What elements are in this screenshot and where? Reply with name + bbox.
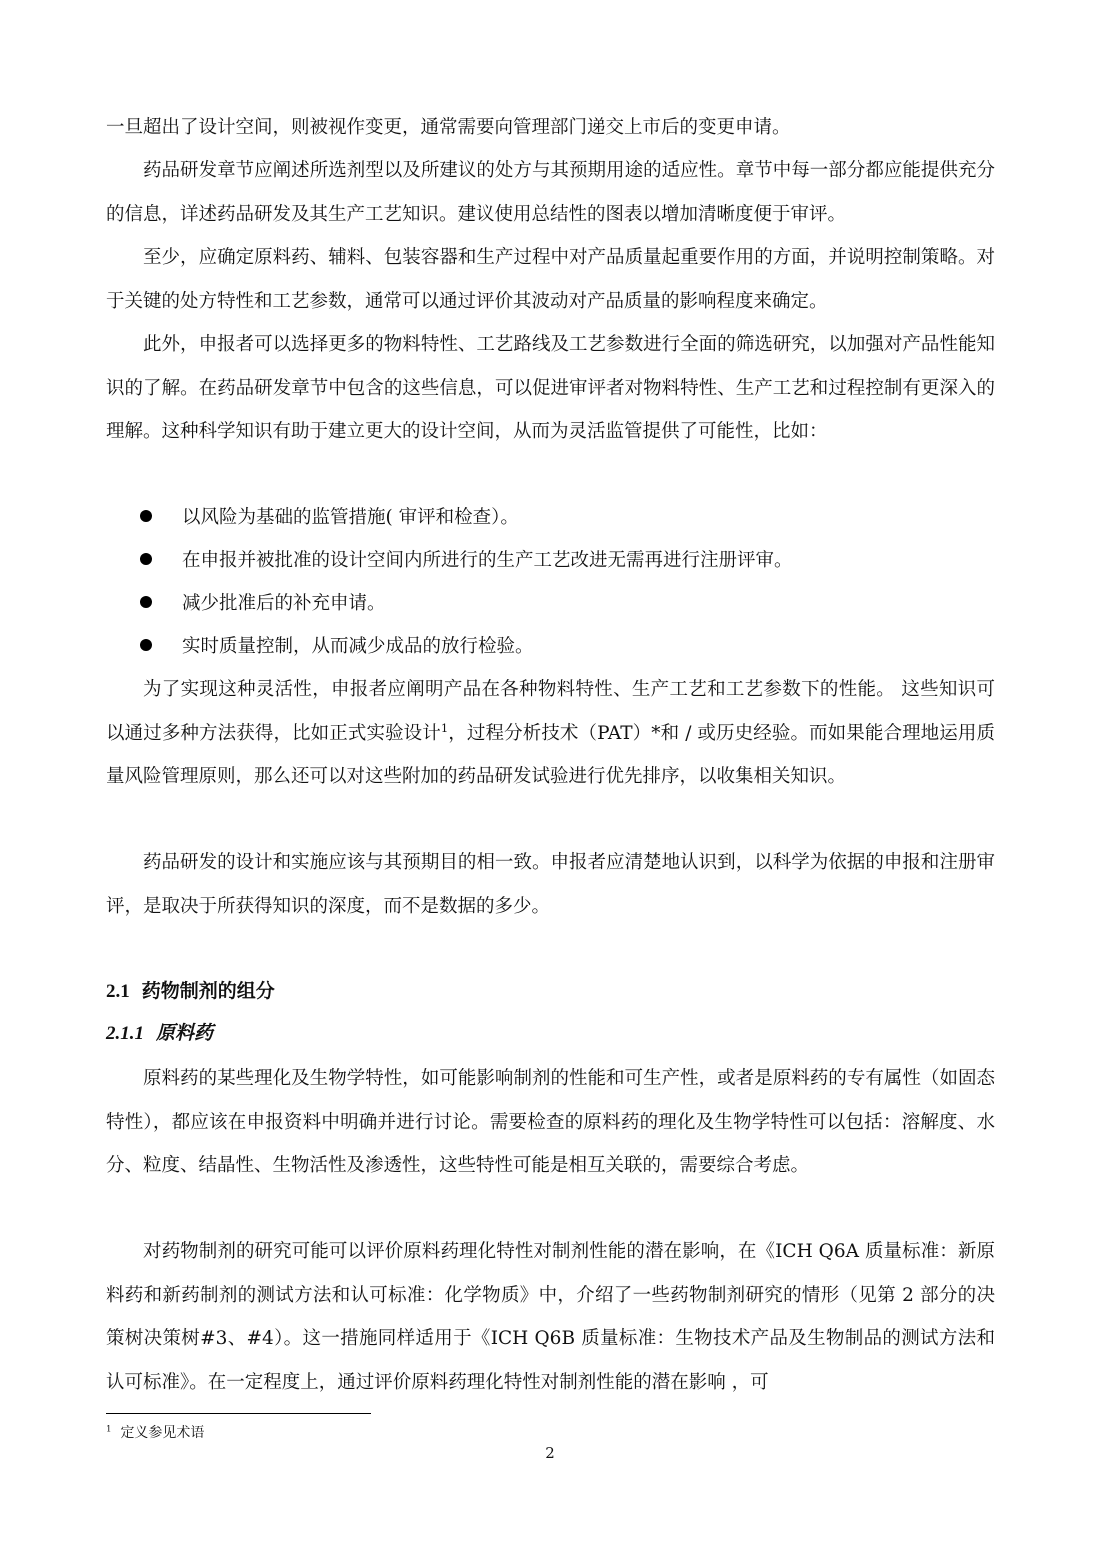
bullet-text: 实时质量控制，从而减少成品的放行检验。 [182, 636, 534, 657]
section-heading [106, 977, 275, 1007]
subsection-title: 原料药 [156, 1023, 214, 1044]
footnote [106, 1423, 204, 1443]
footnote-divider [106, 1413, 371, 1414]
paragraph-flexibility [106, 668, 995, 799]
bullet-dot-icon [140, 596, 152, 608]
paragraph-api-properties: 原料药的某些理化及生物学特性，如可能影响制剂的性能和可生产性，或者是原料药的专有属性（如固态特性），都应该在申报资料中明确并进行讨论。需要检查的原料药的理化及生物学特性可以包括：溶解度、水分、粒度、结晶性、生物活性及渗透性，这些特性可能是相互关联的，需要综合考虑。 [106, 1068, 995, 1176]
paragraph-text: ，过程分析技术（PAT）*和 / 或历史经验。而如果能合理地运用质量风险管理原则，那么还可以对这些附加的药品研发试验进行优先排序，以收集相关知识。 [106, 722, 995, 787]
paragraph-control-strategy: 至少，应确定原料药、辅料、包装容器和生产过程中对产品质量起重要作用的方面，并说明控制策略。对于关键的处方特性和工艺参数，通常可以通过评价其波动对产品质量的影响程度来确定。 [106, 247, 995, 312]
paragraph-api-impact: 对药物制剂的研究可能可以评价原料药理化特性对制剂性能的潜在影响，在《ICH Q6A 质量标准：新原料药和新药制剂的测试方法和认可标准：化学物质》中，介绍了一些药物制剂研究的情形（见第 2 部分的决策树决策树#3、#4）。这一措施同样适用于《ICH Q6B 质量标准：生物技术产品及生物制品的测试方法和认可标准》。在一定程度上，通过评价原料药理化特性对制剂性能的潜在影响 ，可 [106, 1241, 995, 1393]
paragraph-text: 为了实现这种灵活性，申报者应阐明产品在各种物料特性、生产工艺和工艺参数下的性能。 这些知识可以通过多种方法获得，比如正式实验设计 [106, 679, 995, 744]
footnote-text: 定义参见术语 [120, 1425, 205, 1441]
bullet-item [140, 582, 995, 626]
bullet-dot-icon [140, 510, 152, 522]
page-number: 2 [545, 1444, 555, 1462]
section-title: 药物制剂的组分 [141, 981, 275, 1002]
subsection-heading [106, 1019, 213, 1049]
bullet-dot-icon [140, 553, 152, 565]
footnote-reference[interactable]: 1 [440, 720, 449, 735]
bullet-text: 以风险为基础的监管措施( 审评和检查）。 [182, 507, 519, 528]
bullet-item [140, 496, 995, 540]
bullet-item [140, 539, 995, 583]
bullet-text: 减少批准后的补充申请。 [182, 593, 386, 614]
paragraph-design-purpose: 药品研发的设计和实施应该与其预期目的相一致。申报者应清楚地认识到，以科学为依据的申报和注册审评，是取决于所获得知识的深度，而不是数据的多少。 [106, 852, 995, 917]
section-number: 2.1 [106, 981, 130, 1002]
bullet-item [140, 625, 995, 669]
bullet-text: 在申报并被批准的设计空间内所进行的生产工艺改进无需再进行注册评审。 [182, 550, 793, 571]
paragraph-dev-section: 药品研发章节应阐述所选剂型以及所建议的处方与其预期用途的适应性。章节中每一部分都应能提供充分的信息，详述药品研发及其生产工艺知识。建议使用总结性的图表以增加清晰度便于审评。 [106, 160, 995, 225]
footnote-marker: 1 [106, 1424, 112, 1435]
paragraph-knowledge: 此外，申报者可以选择更多的物料特性、工艺路线及工艺参数进行全面的筛选研究，以加强对产品性能知识的了解。在药品研发章节中包含的这些信息，可以促进审评者对物料特性、生产工艺和过程控制有更深入的理解。这种科学知识有助于建立更大的设计空间，从而为灵活监管提供了可能性，比如： [106, 334, 995, 442]
bullet-dot-icon [140, 639, 152, 651]
paragraph-continuation: 一旦超出了设计空间，则被视作变更，通常需要向管理部门递交上市后的变更申请。 [106, 117, 791, 138]
subsection-number: 2.1.1 [106, 1023, 144, 1044]
